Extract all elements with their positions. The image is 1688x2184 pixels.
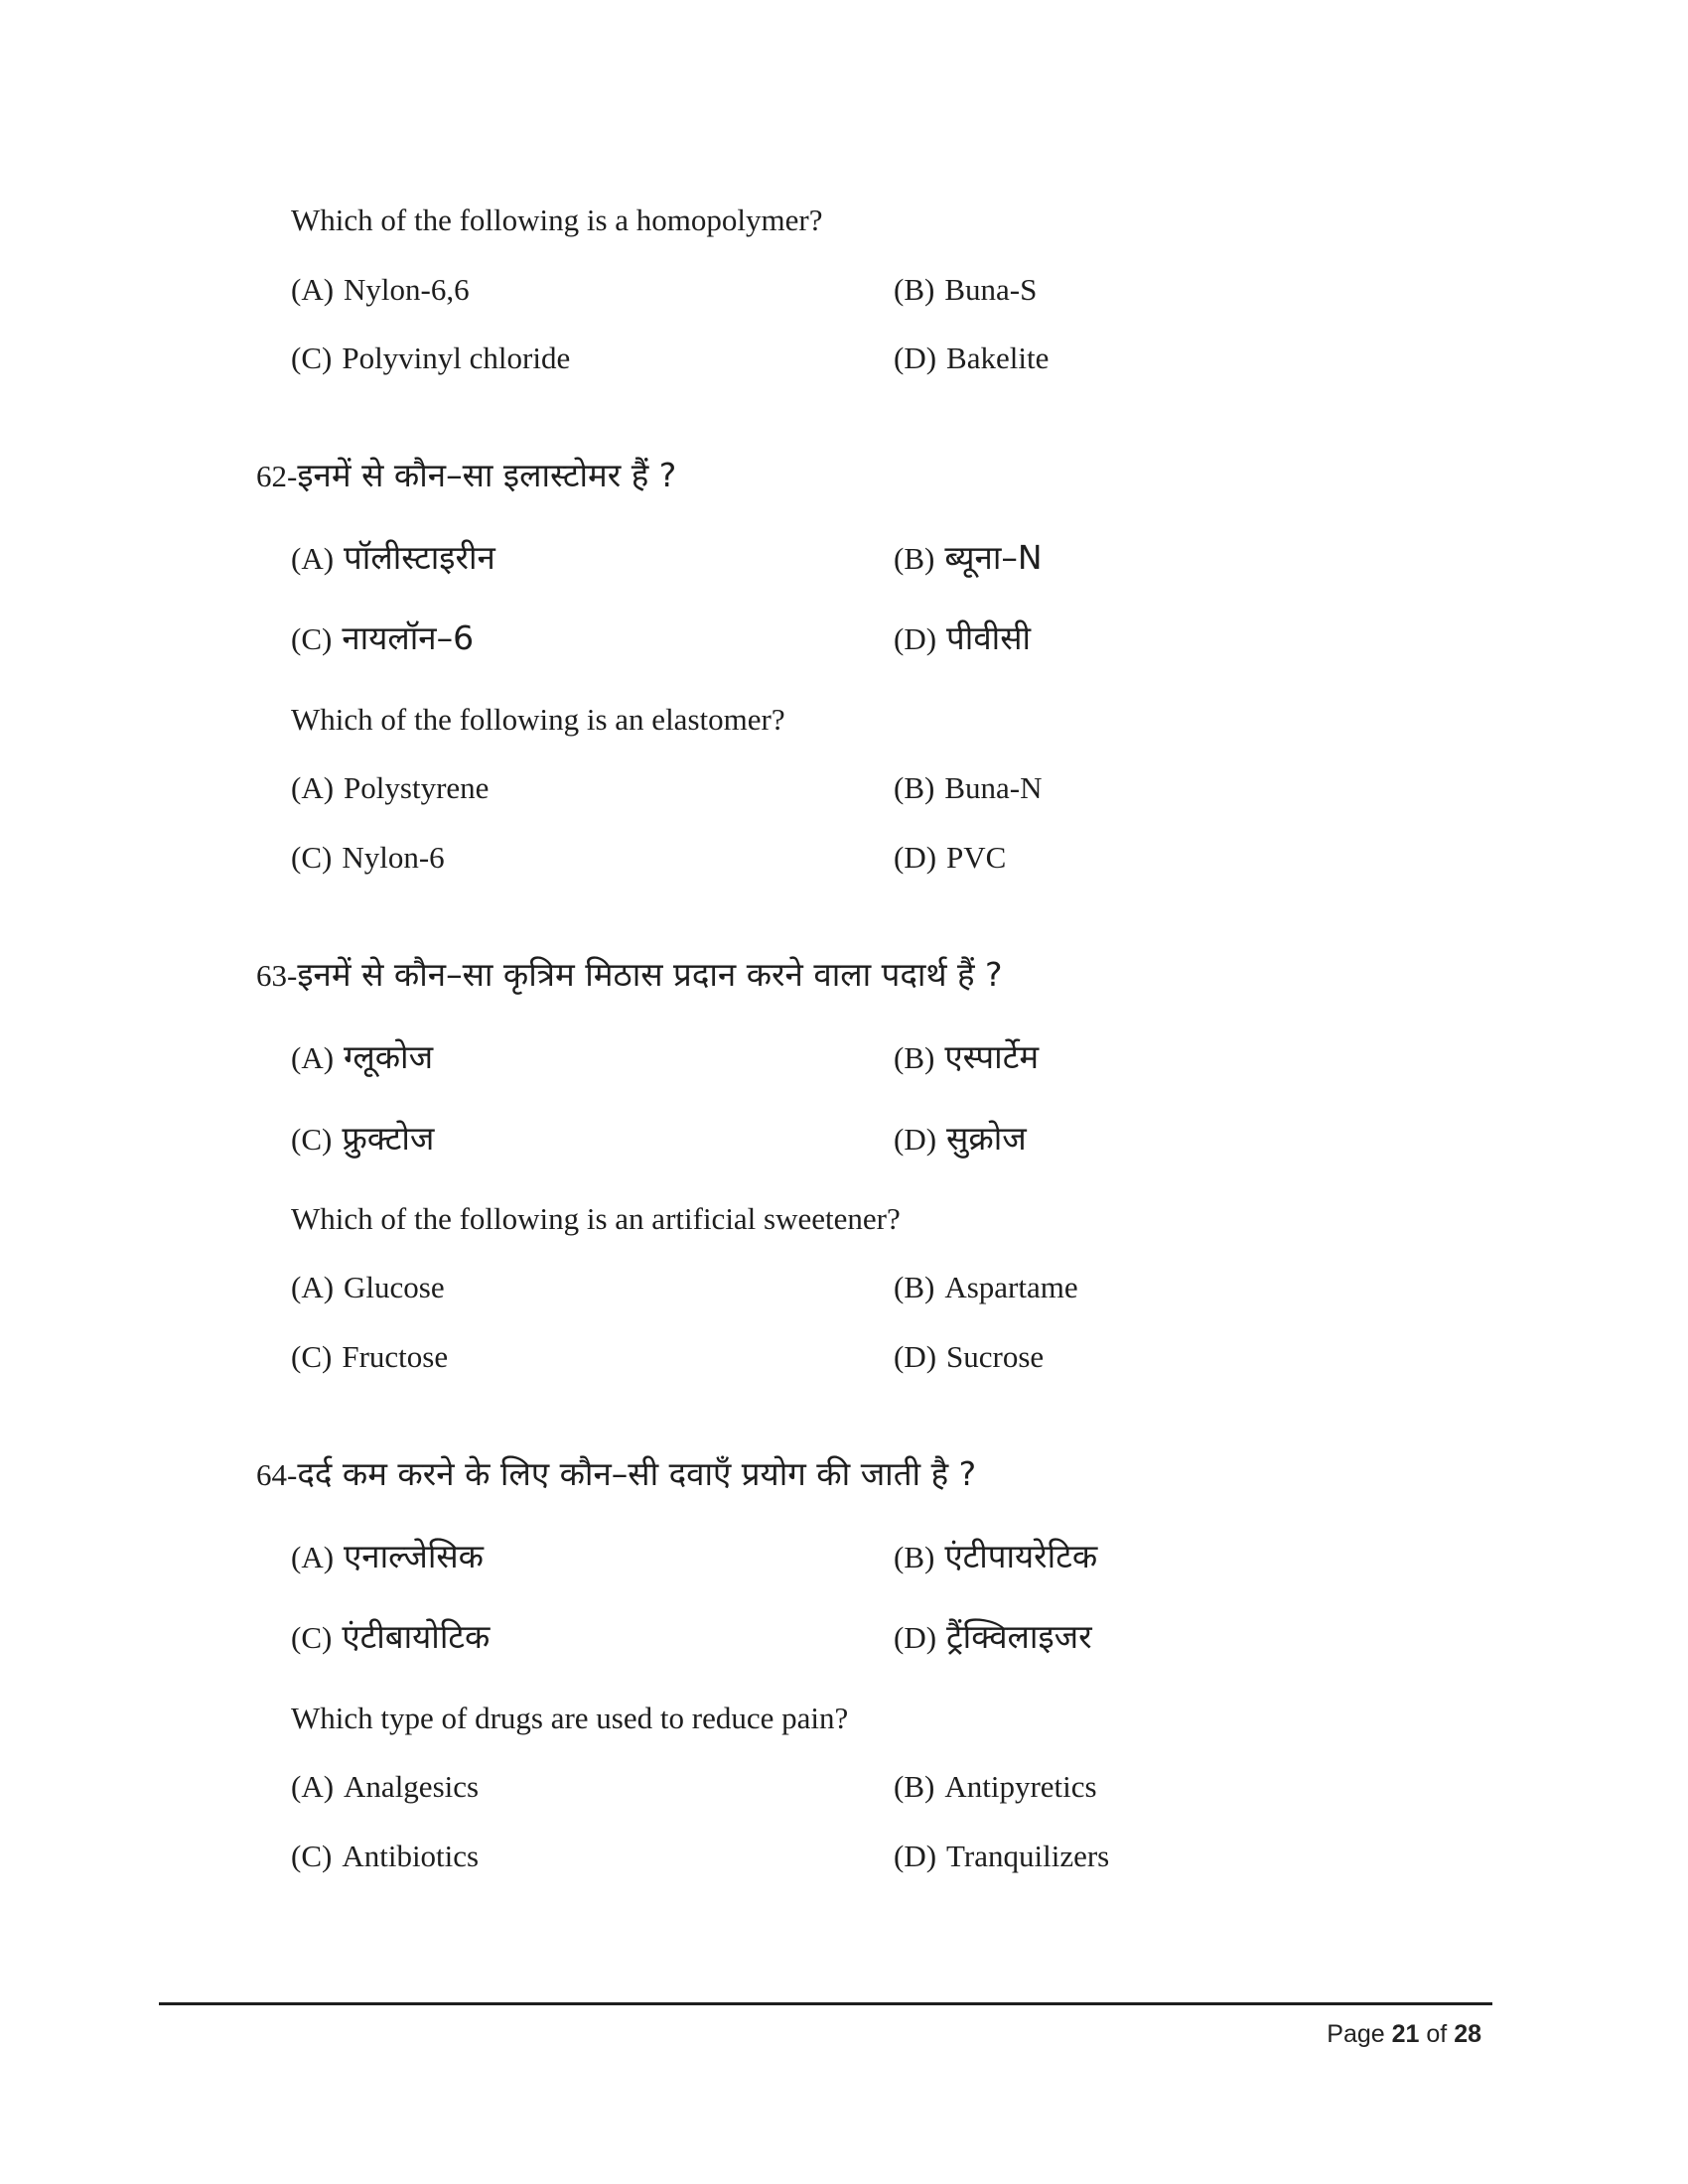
page-current: 21 [1391, 2020, 1420, 2048]
q62-option-a-en [291, 772, 489, 803]
option-letter: (D) [894, 621, 937, 656]
q62-option-d-hi [894, 618, 1032, 657]
option-text: Polystyrene [344, 770, 490, 805]
option-letter: (A) [291, 1540, 335, 1574]
option-letter: (B) [894, 1040, 935, 1075]
question-text: इनमें से कौन–सा कृत्रिम मिठास प्रदान करने वाला पदार्थ हैं ? [297, 955, 1003, 994]
option-letter: (C) [291, 1122, 333, 1157]
q63-option-d-en [894, 1341, 1044, 1372]
option-letter: (B) [894, 1769, 935, 1804]
q61-option-c-en [291, 342, 570, 373]
option-text: पॉलीस्टाइरीन [344, 538, 495, 577]
q64-option-b-en [894, 1771, 1097, 1802]
option-letter: (C) [291, 1620, 333, 1655]
option-letter: (D) [894, 1620, 937, 1655]
page-total: 28 [1454, 2020, 1481, 2048]
option-letter: (D) [894, 1122, 937, 1157]
option-text: Fructose [342, 1339, 449, 1374]
q61-option-b-en [894, 274, 1037, 305]
option-letter: (C) [291, 1839, 333, 1873]
option-letter: (B) [894, 1270, 935, 1304]
option-text: Tranquilizers [946, 1839, 1110, 1873]
q61-option-d-en [894, 342, 1049, 373]
q63-option-c-en [291, 1341, 448, 1372]
q61-option-a-en [291, 274, 470, 305]
option-letter: (D) [894, 1839, 937, 1873]
option-letter: (D) [894, 1339, 937, 1374]
option-text: Aspartame [944, 1270, 1078, 1304]
option-text: Antibiotics [342, 1839, 480, 1873]
q64-option-d-en [894, 1841, 1109, 1871]
q62-option-a-hi [291, 538, 495, 577]
question-text: इनमें से कौन–सा इलास्टोमर हैं ? [297, 456, 677, 494]
q63-option-a-hi [291, 1037, 434, 1076]
option-letter: (D) [894, 840, 937, 875]
option-letter: (C) [291, 1339, 333, 1374]
q63-option-c-hi [291, 1119, 435, 1158]
q64-stem-en: Which type of drugs are used to reduce pain? [291, 1701, 849, 1735]
q64-option-a-en [291, 1771, 479, 1802]
q64-option-b-hi [894, 1537, 1098, 1575]
q63-stem-hi [256, 955, 1003, 994]
q64-stem-hi [256, 1454, 977, 1493]
option-letter: (B) [894, 541, 935, 576]
option-letter: (C) [291, 341, 333, 375]
option-text: एंटीपायरेटिक [944, 1537, 1098, 1575]
of-word: of [1426, 2020, 1448, 2048]
q64-option-d-hi [894, 1617, 1092, 1656]
q61-stem-en: Which of the following is a homopolymer? [291, 203, 823, 237]
option-text: ब्यूना–N [944, 538, 1043, 577]
option-text: एंटीबायोटिक [342, 1617, 491, 1656]
option-letter: (A) [291, 1270, 335, 1304]
option-letter: (A) [291, 1040, 335, 1075]
option-letter: (A) [291, 1769, 335, 1804]
page-number-footer [1327, 2020, 1481, 2049]
option-letter: (B) [894, 1540, 935, 1574]
q62-option-b-en [894, 772, 1042, 803]
q62-stem-hi [256, 456, 677, 494]
q62-option-b-hi [894, 538, 1043, 577]
option-text: Bakelite [946, 341, 1050, 375]
option-text: ग्लूकोज [344, 1037, 434, 1076]
q62-option-d-en [894, 842, 1006, 873]
q63-option-b-hi [894, 1037, 1040, 1076]
question-number: 63- [256, 958, 298, 993]
option-text: नायलॉन–6 [342, 618, 475, 657]
option-letter: (C) [291, 840, 333, 875]
question-text: दर्द कम करने के लिए कौन–सी दवाएँ प्रयोग की जाती है ? [297, 1454, 977, 1493]
footer-divider [159, 2002, 1492, 2005]
option-text: पीवीसी [946, 618, 1032, 657]
option-text: Glucose [344, 1270, 445, 1304]
option-text: Buna-S [944, 272, 1038, 307]
q64-option-c-en [291, 1841, 479, 1871]
option-text: Nylon-6 [342, 840, 445, 875]
option-letter: (A) [291, 272, 335, 307]
option-letter: (A) [291, 541, 335, 576]
option-text: एनाल्जेसिक [344, 1537, 485, 1575]
q62-stem-en: Which of the following is an elastomer? [291, 702, 785, 737]
q64-option-a-hi [291, 1537, 485, 1575]
option-letter: (C) [291, 621, 333, 656]
option-text: Antipyretics [944, 1769, 1097, 1804]
q63-stem-en: Which of the following is an artificial sweetener? [291, 1201, 901, 1236]
q64-option-c-hi [291, 1617, 491, 1656]
q62-option-c-hi [291, 618, 475, 657]
option-text: ट्रैंक्विलाइजर [946, 1617, 1092, 1656]
question-number: 62- [256, 459, 298, 493]
option-letter: (B) [894, 272, 935, 307]
option-letter: (B) [894, 770, 935, 805]
option-text: Nylon-6,6 [344, 272, 470, 307]
question-number: 64- [256, 1457, 298, 1492]
option-text: Buna-N [944, 770, 1043, 805]
option-text: सुक्रोज [946, 1119, 1027, 1158]
option-text: Polyvinyl chloride [342, 341, 571, 375]
option-text: Sucrose [946, 1339, 1045, 1374]
q62-option-c-en [291, 842, 445, 873]
page-word: Page [1327, 2020, 1385, 2048]
q63-option-a-en [291, 1272, 445, 1302]
option-text: एस्पार्टेम [944, 1037, 1040, 1076]
option-text: PVC [946, 840, 1007, 875]
option-text: फ्रुक्टोज [342, 1119, 435, 1158]
q63-option-d-hi [894, 1119, 1027, 1158]
option-text: Analgesics [344, 1769, 480, 1804]
q63-option-b-en [894, 1272, 1078, 1302]
option-letter: (D) [894, 341, 937, 375]
option-letter: (A) [291, 770, 335, 805]
